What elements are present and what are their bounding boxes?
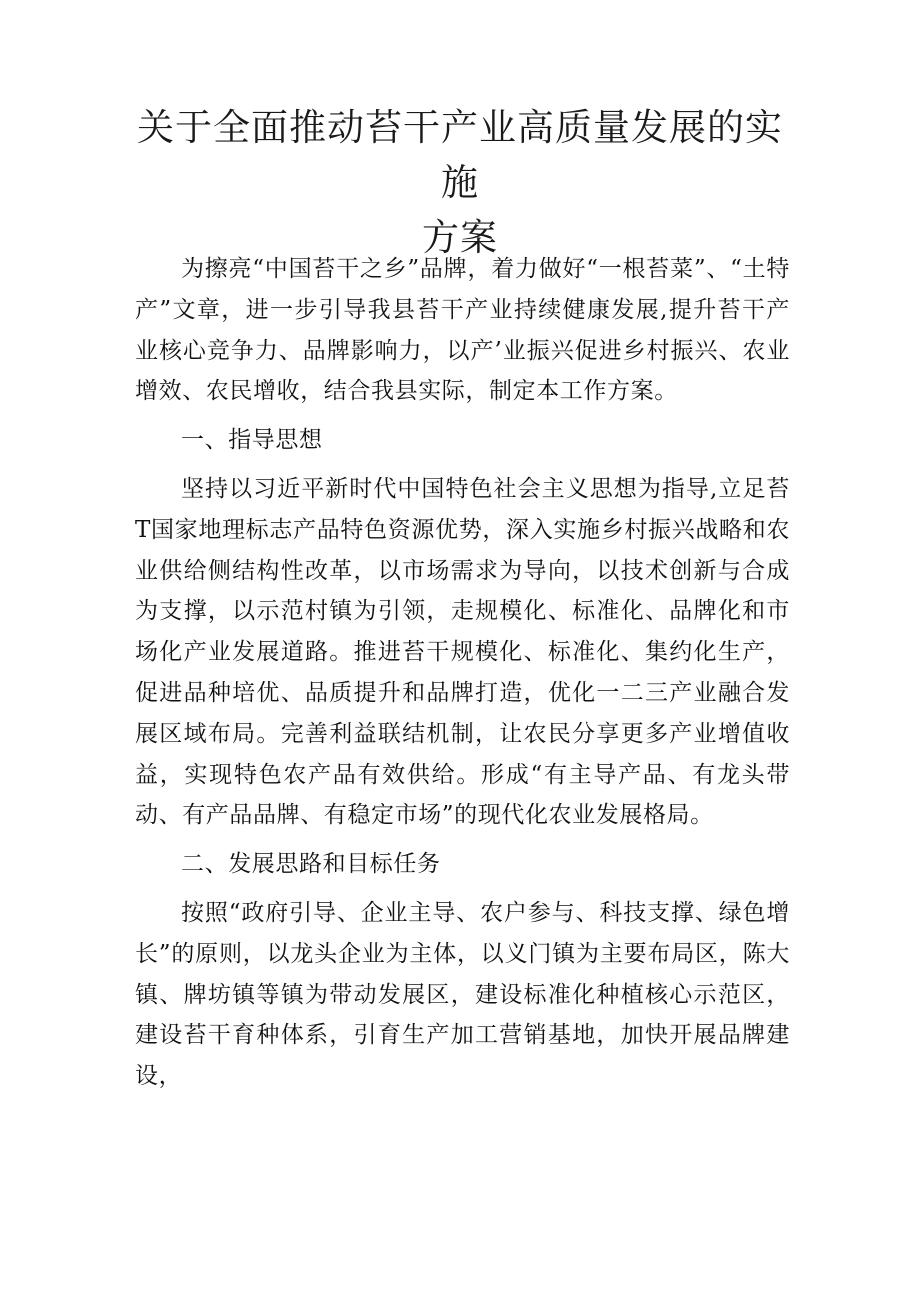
section-1-paragraph: 坚持以习近平新时代中国特色社会主义思想为指导,立足苔T国家地理标志产品特色资源优势，深入实施乡村振兴战略和农业供给侧结构性改革，以市场需求为导向，以技术创新与合成为支撑，以示范村镇为引领，走规模化、标准化、品牌化和市场化产业发展道路。推进苔干规模化、标准化、集约化生产，促进品种培优、品质提升和品牌打造，优化一二三产业融合发展区域布局。完善利益联结机制，让农民分享更多产业增值收益，实现特色农产品有效供给。形成“有主导产品、有龙头带动、有产品品牌、有稳定市场”的现代化农业发展格局。 xyxy=(135,475,790,829)
section-2-paragraph: 按照“政府引导、企业主导、农户参与、科技支撑、绿色增长”的原则，以龙头企业为主体，以义门镇为主要布局区，陈大镇、牌坊镇等镇为带动发展区，建设标准化种植核心示范区，建设苔干育种体系，引育生产加工营销基地，加快开展品牌建设， xyxy=(135,899,790,1090)
intro-paragraph: 为擦亮“中国苔干之乡”品牌，着力做好“一根苔菜”、“土特产”文章，进一步引导我县苔干产业持续健康发展,提升苔干产业核心竞争力、品牌影响力，以产’业振兴促进乡村振兴、农业增效、农民增收，结合我县实际，制定本工作方案。 xyxy=(135,256,790,405)
title-line-1: 关于全面推动苔干产业高质量发展的实施 xyxy=(137,106,783,204)
section-2-heading: 二、发展思路和目标任务 xyxy=(181,851,441,878)
document-title xyxy=(120,100,800,265)
title-line-2: 方案 xyxy=(422,216,498,259)
section-1-heading: 一、指导思想 xyxy=(181,427,323,454)
document-body xyxy=(135,249,790,1097)
